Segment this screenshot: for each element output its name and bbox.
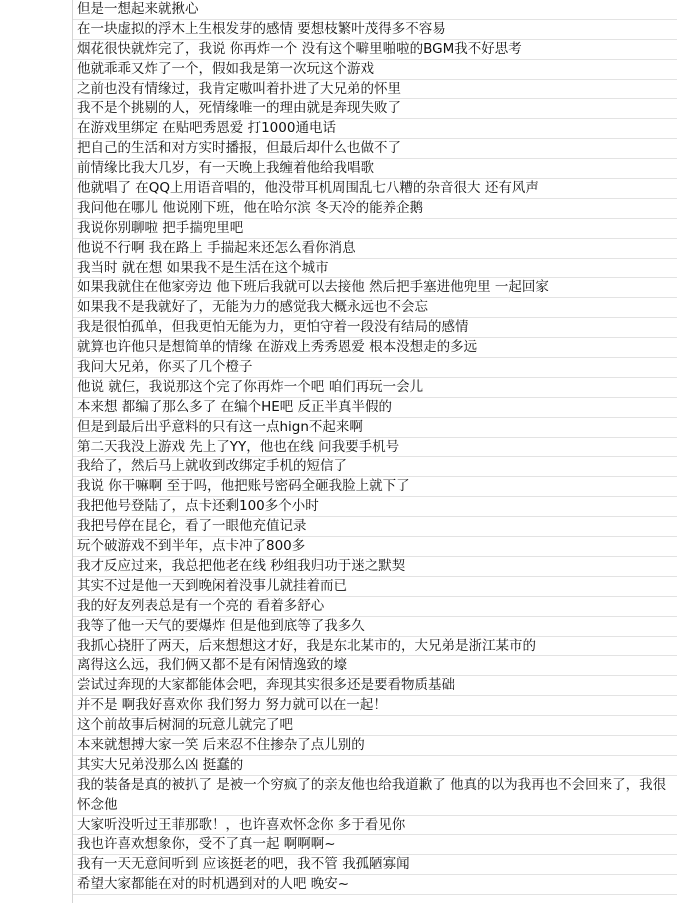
text-row[interactable]: 我说你别聊啦 把手揣兜里吧 — [73, 219, 677, 239]
text-row[interactable]: 他就唱了 在QQ上用语音唱的，他没带耳机周围乱七八糟的杂音很大 还有风声 — [73, 179, 677, 199]
text-row[interactable]: 本来就想搏大家一笑 后来忍不住掺杂了点儿别的 — [73, 736, 677, 756]
text-row[interactable]: 大家听没听过王菲那歌！，也许喜欢怀念你 多于看见你 — [73, 816, 677, 836]
text-row[interactable]: 如果我就住在他家旁边 他下班后我就可以去接他 然后把手塞进他兜里 一起回家 — [73, 278, 677, 298]
text-row[interactable]: 我是很怕孤单，但我更怕无能为力，更怕守着一段没有结局的感情 — [73, 318, 677, 338]
text-row[interactable]: 就算也许他只是想简单的情缘 在游戏上秀秀恩爱 根本没想走的多远 — [73, 338, 677, 358]
text-row[interactable]: 但是到最后出乎意料的只有这一点hign不起来啊 — [73, 418, 677, 438]
text-row[interactable]: 这个前故事后树洞的玩意儿就完了吧 — [73, 716, 677, 736]
text-row[interactable]: 其实大兄弟没那么凶 挺蠢的 — [73, 756, 677, 776]
text-row[interactable]: 其实不过是他一天到晚闲着没事儿就挂着而已 — [73, 577, 677, 597]
text-row[interactable]: 我抓心挠肝了两天，后来想想这才好，我是东北某市的，大兄弟是浙江某市的 — [73, 637, 677, 657]
text-row[interactable]: 他说不行啊 我在路上 手揣起来还怎么看你消息 — [73, 239, 677, 259]
text-row[interactable]: 把自己的生活和对方实时播报，但最后却什么也做不了 — [73, 139, 677, 159]
text-row[interactable]: 我把他号登陆了，点卡还剩100多个小时 — [73, 497, 677, 517]
text-row[interactable]: 我也许喜欢想象你，受不了真一起 啊啊啊~ — [73, 835, 677, 855]
text-row[interactable]: 烟花很快就炸完了，我说 你再炸一个 没有这个噼里啪啦的BGM我不好思考 — [73, 40, 677, 60]
text-row[interactable]: 我问他在哪儿 他说刚下班，他在哈尔滨 冬天冷的能养企鹅 — [73, 199, 677, 219]
text-row[interactable]: 我的好友列表总是有一个亮的 看着多舒心 — [73, 597, 677, 617]
text-row[interactable]: 在一块虚拟的浮木上生根发芽的感情 要想枝繁叶茂得多不容易 — [73, 20, 677, 40]
text-row[interactable]: 他就乖乖又炸了一个，假如我是第一次玩这个游戏 — [73, 60, 677, 80]
text-row[interactable]: 本来想 都编了那么多了 在编个HE吧 反正半真半假的 — [73, 398, 677, 418]
text-row[interactable]: 希望大家都能在对的时机遇到对的人吧 晚安~ — [73, 875, 677, 895]
text-row[interactable]: 我把号停在昆仑，看了一眼他充值记录 — [73, 517, 677, 537]
text-row[interactable]: 我有一天无意间听到 应该挺老的吧，我不管 我孤陋寡闻 — [73, 855, 677, 875]
text-row[interactable]: 尝试过奔现的大家都能体会吧，奔现其实很多还是要看物质基础 — [73, 676, 677, 696]
text-row[interactable]: 我问大兄弟，你买了几个橙子 — [73, 358, 677, 378]
spreadsheet-column — [72, 0, 677, 903]
text-row[interactable]: 离得这么远，我们俩又都不是有闲情逸致的壕 — [73, 656, 677, 676]
text-row[interactable]: 我的装备是真的被扒了 是被一个穷疯了的亲友他也给我道歉了 他真的以为我再也不会回来了，我很怀念他 — [73, 776, 677, 816]
text-row[interactable]: 他说 就仨，我说那这个完了你再炸一个吧 咱们再玩一会儿 — [73, 378, 677, 398]
text-row[interactable]: 如果我不是我就好了，无能为力的感觉我大概永远也不会忘 — [73, 298, 677, 318]
text-row[interactable]: 我说 你干嘛啊 至于吗，他把账号密码全砸我脸上就下了 — [73, 477, 677, 497]
text-row[interactable]: 并不是 啊我好喜欢你 我们努力 努力就可以在一起！ — [73, 696, 677, 716]
text-row[interactable]: 我给了，然后马上就收到改绑定手机的短信了 — [73, 457, 677, 477]
text-row[interactable]: 在游戏里绑定 在贴吧秀恩爱 打1000通电话 — [73, 119, 677, 139]
text-row[interactable]: 玩个破游戏不到半年，点卡冲了800多 — [73, 537, 677, 557]
text-row[interactable]: 我不是个挑剔的人，死情缘唯一的理由就是奔现失败了 — [73, 99, 677, 119]
text-row[interactable]: 第二天我没上游戏 先上了YY，他也在线 问我要手机号 — [73, 438, 677, 458]
text-row[interactable]: 我当时 就在想 如果我不是生活在这个城市 — [73, 259, 677, 279]
text-row[interactable]: 但是一想起来就揪心 — [73, 0, 677, 20]
text-row[interactable]: 之前也没有情缘过，我肯定嗷叫着扑进了大兄弟的怀里 — [73, 80, 677, 100]
text-row[interactable]: 我才反应过来，我总把他老在线 秒组我归功于迷之默契 — [73, 557, 677, 577]
text-row[interactable]: 前情缘比我大几岁，有一天晚上我缠着他给我唱歌 — [73, 159, 677, 179]
text-row[interactable]: 我等了他一天气的要爆炸 但是他到底等了我多久 — [73, 617, 677, 637]
